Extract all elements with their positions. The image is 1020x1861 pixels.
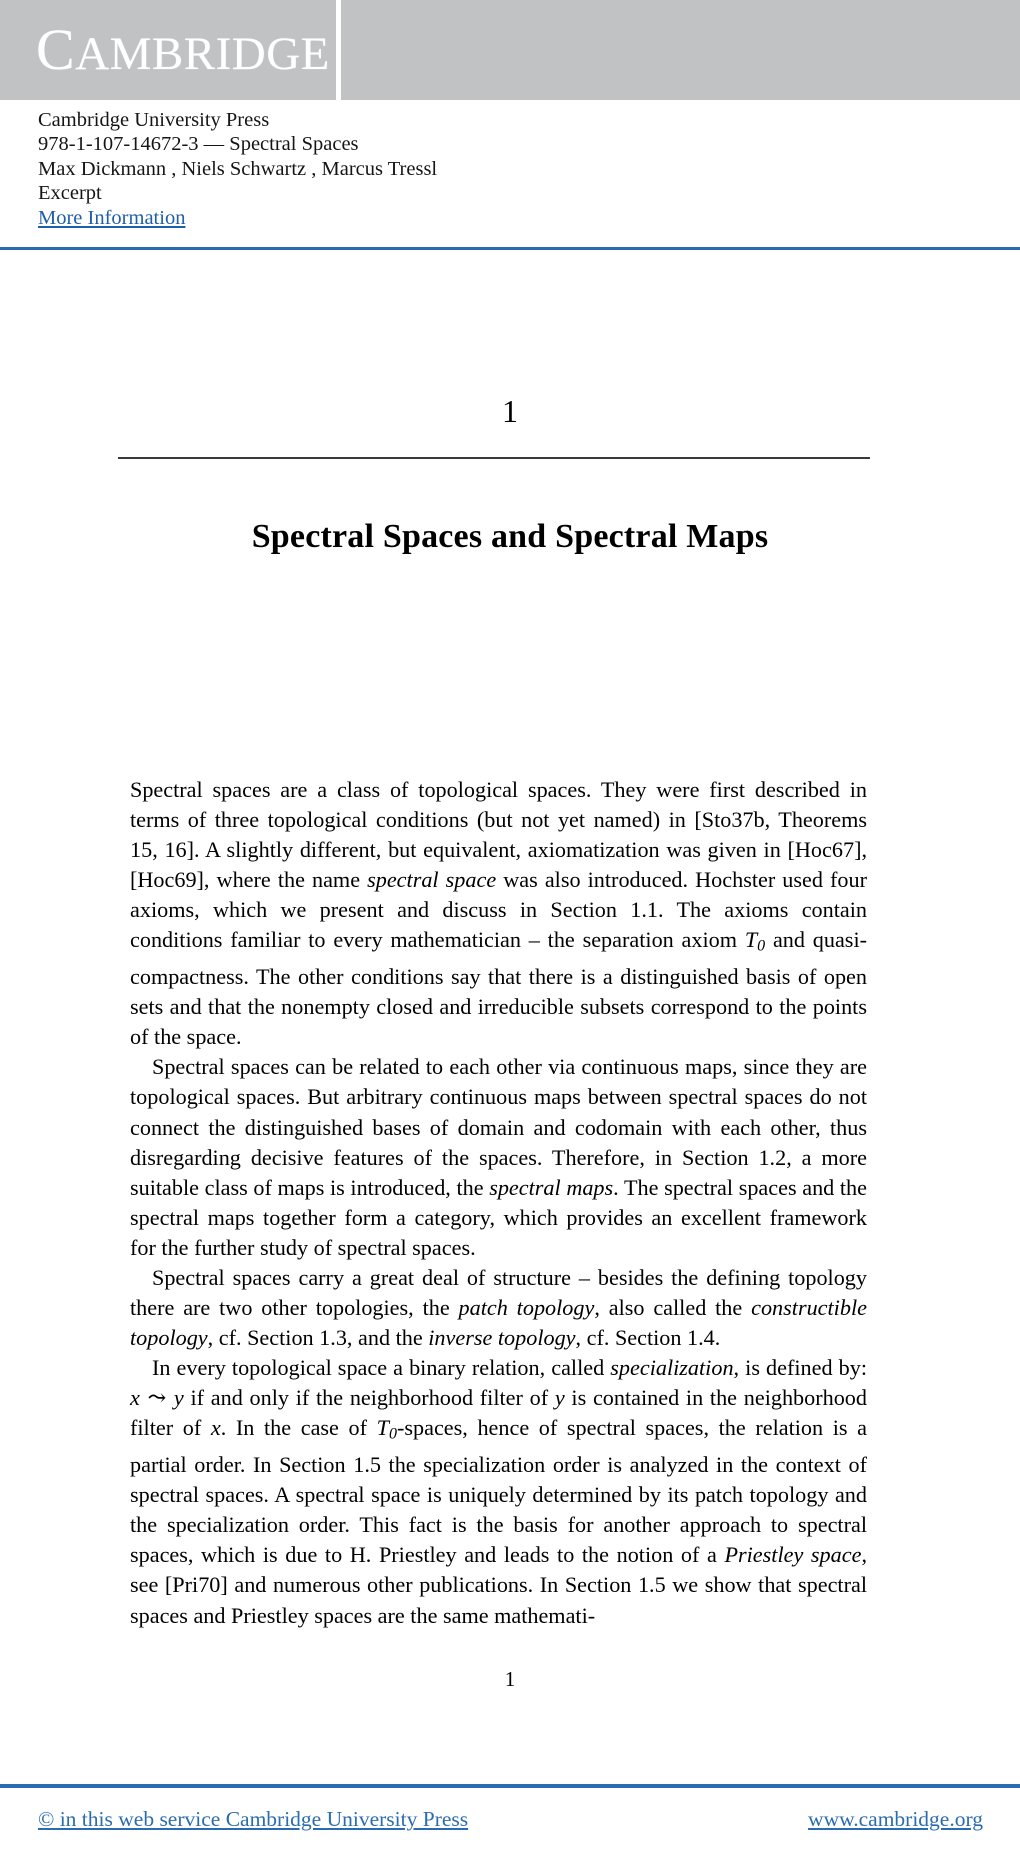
math-variable: $T_0$ — [744, 927, 766, 955]
emphasis-term: spectral space — [367, 867, 497, 893]
footer-website-link[interactable]: www.cambridge.org — [808, 1807, 983, 1831]
body-paragraph: Spectral spaces can be related to each other via continuous maps, since they are topological spaces. But arbitrary continuous maps between spectral spaces do not connect the distinguished bases of domain and codomain with each other, thus disregarding decisive features of the spaces. Therefore, in Section 1.2, a more suitable class of maps is introduced, the spectral maps. The spectral spaces and the spectral maps together form a category, which provides an excellent framework for the further study of spectral spaces. — [130, 1054, 867, 1260]
citation-isbn-title: 978-1-107-14672-3 — Spectral Spaces — [38, 133, 359, 156]
masthead-band — [0, 0, 1020, 100]
cambridge-logo-rest: AMBRIDGE — [75, 28, 330, 80]
chapter-title: Spectral Spaces and Spectral Maps — [251, 517, 769, 555]
math-variable: x — [130, 1385, 140, 1411]
chapter-number: 1 — [502, 393, 518, 429]
citation-publisher: Cambridge University Press — [38, 109, 270, 131]
citation-authors: Max Dickmann , Niels Schwartz , Marcus Tressl — [38, 157, 438, 180]
emphasis-term: inverse topology — [428, 1325, 576, 1351]
citation-block — [38, 108, 738, 230]
masthead-logo-cell — [0, 0, 336, 100]
math-variable: y — [554, 1385, 565, 1411]
math-variable: y — [173, 1385, 184, 1411]
emphasis-term: specialization — [610, 1355, 734, 1381]
header-divider-rule — [0, 247, 1020, 250]
masthead-right-cell — [341, 0, 1020, 100]
math-subscript: 0 — [389, 1426, 397, 1443]
chapter-heading-rule — [118, 457, 870, 459]
emphasis-term: Priestley space — [724, 1542, 862, 1568]
body-paragraph: In every topological space a binary relation, called specialization, is defined by: x ⤳ y if and only if the neighborhood filter of y is contained in the neighborhood filter of x. In the case of $T_0$-spaces, hence of spectral spaces, the relation is a partial order. In Section 1.5 the specialization order is analyzed in the context of spectral spaces. A spectral space is uniquely determined by its patch topology and the specialization order. This fact is the basis for another approach to spectral spaces, which is due to H. Priestley and leads to the notion of a Priestley space, see [Pri70] and numerous other publications. In Section 1.5 we show that spectral spaces and Priestley spaces are the same mathemati- — [130, 1355, 868, 1628]
rightsquigarrow-icon: ⤳ — [140, 1385, 173, 1411]
cambridge-logo-initial: C — [36, 17, 76, 82]
emphasis-term: spectral maps — [489, 1174, 614, 1200]
math-variable: x — [210, 1415, 221, 1441]
footer-divider-rule — [0, 1784, 1020, 1788]
emphasis-term: patch topology — [458, 1295, 595, 1321]
math-subscript: 0 — [757, 937, 766, 955]
body-paragraph: Spectral spaces are a class of topological spaces. They were first described in terms of three topological conditions (but not yet named) in [Sto37b, Theorems 15, 16]. A slightly different, but equivalent, axiomatization was given in [Hoc67], [Hoc69], where the name spectral space was also introduced. Hochster used four axioms, which we present and discuss in Section 1.1. The axioms contain conditions familiar to every mathematician – the separation axiom $T_0$ and quasi-compactness. The other conditions say that there is a distinguished basis of open sets and that the nonempty closed and irreducible subsets correspond to the points of the space. — [130, 777, 867, 1050]
chapter-body-text — [130, 775, 867, 1631]
citation-matter-type: Excerpt — [38, 182, 102, 205]
math-variable: $T_0$ — [376, 1415, 397, 1443]
cambridge-logo — [36, 17, 330, 82]
body-paragraph: Spectral spaces carry a great deal of structure – besides the defining topology there are two other topologies, the patch topology, also called the constructible topology, cf. Section 1.3, and the inverse topology, cf. Section 1.4. — [130, 1265, 867, 1351]
page-folio: 1 — [504, 1667, 516, 1691]
footer-copyright-link[interactable]: © in this web service Cambridge University Press — [38, 1807, 469, 1831]
more-information-link[interactable]: More Information — [38, 206, 186, 229]
emphasis-term: constructible topology — [130, 1295, 867, 1351]
